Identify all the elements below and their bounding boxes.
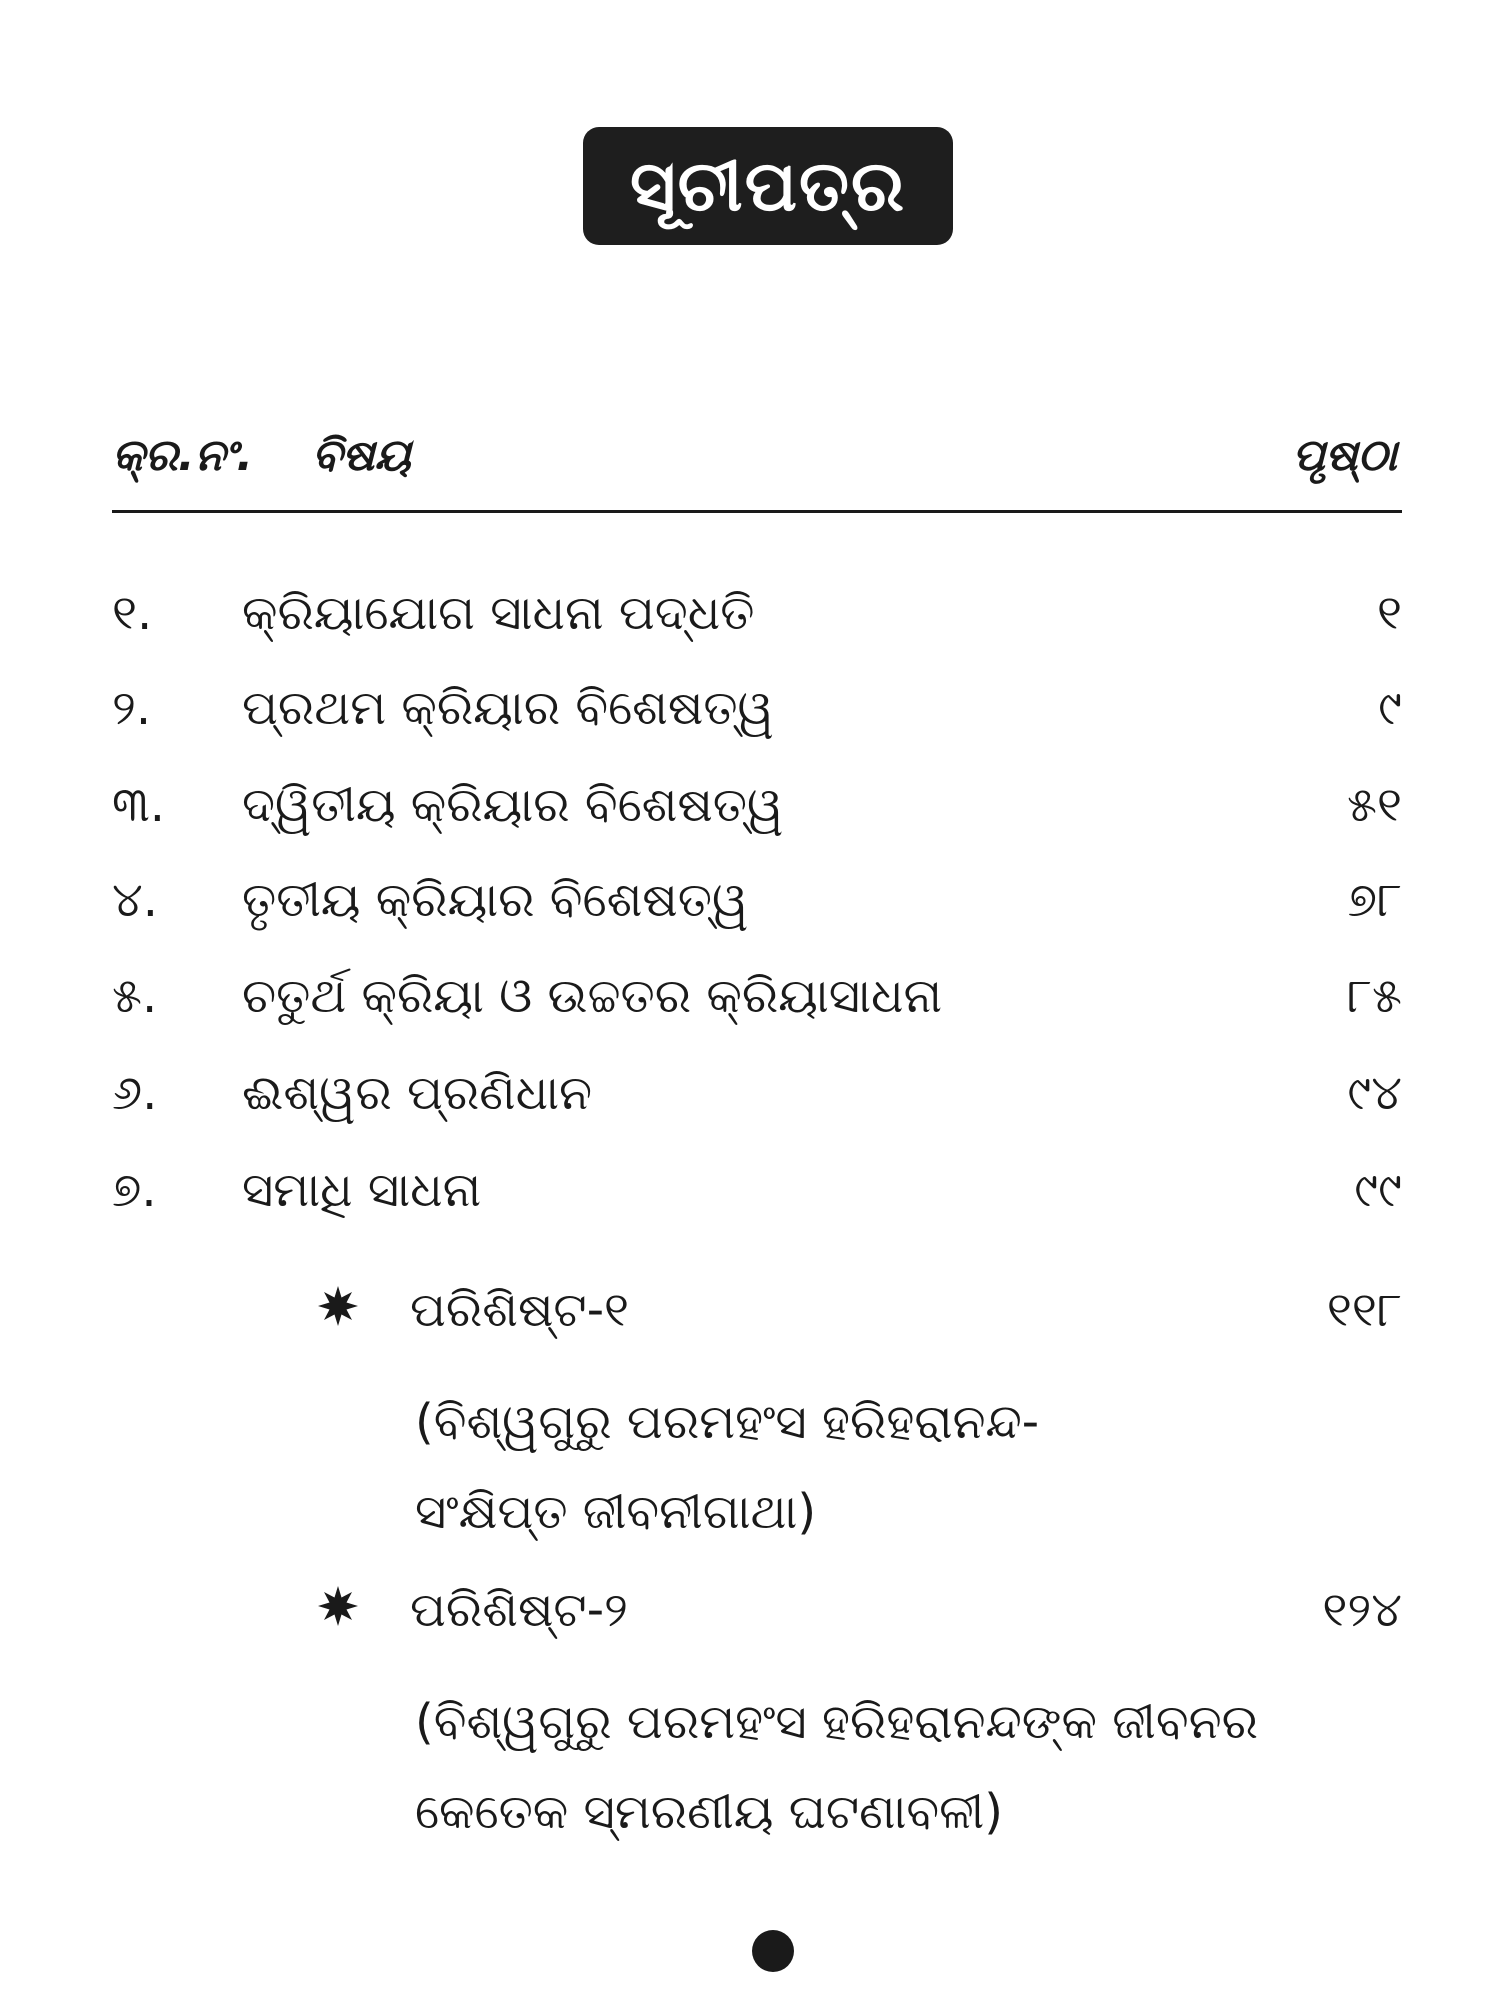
serial-number-header: କ୍ର.ନଂ. bbox=[112, 430, 253, 481]
appendix-entry[interactable] bbox=[300, 1582, 1402, 1852]
star-bullet-icon bbox=[318, 1286, 358, 1326]
contents-entry[interactable] bbox=[112, 1065, 1402, 1135]
entry-subject: ଦ୍ୱିତୀୟ କ୍ରିୟାର ବିଶେଷତ୍ୱ bbox=[242, 777, 784, 833]
entry-number: ୭. bbox=[112, 1162, 157, 1218]
entry-page: ୫୧ bbox=[1347, 777, 1402, 833]
entry-page: ୧ bbox=[1376, 585, 1402, 641]
entry-subject: ପ୍ରଥମ କ୍ରିୟାର ବିଶେଷତ୍ୱ bbox=[242, 680, 774, 736]
appendix-title: ପରିଶିଷ୍ଟ-୧ bbox=[410, 1282, 630, 1338]
title-banner bbox=[583, 127, 953, 245]
appendix-description: କେତେକ ସ୍ମରଣୀୟ ଘଟଣାବଳୀ) bbox=[415, 1784, 1003, 1840]
appendix-page: ୧୧୮ bbox=[1326, 1282, 1402, 1338]
appendix-title: ପରିଶିଷ୍ଟ-୨ bbox=[410, 1582, 628, 1638]
entry-number: ୧. bbox=[112, 585, 153, 641]
contents-entry[interactable] bbox=[112, 585, 1402, 655]
footer-dot bbox=[752, 1930, 794, 1972]
contents-entry[interactable] bbox=[112, 680, 1402, 750]
entry-page: ୯ bbox=[1378, 680, 1402, 736]
page-title: ସୂଚୀପତ୍ର bbox=[630, 144, 906, 227]
entry-number: ୩. bbox=[112, 777, 165, 833]
appendix-description: ସଂକ୍ଷିପ୍ତ ଜୀବନୀଗାଥା) bbox=[415, 1484, 817, 1540]
entry-page: ୮୫ bbox=[1346, 968, 1402, 1024]
subject-header: ବିଷୟ bbox=[312, 430, 411, 481]
entry-subject: ଚତୁର୍ଥ କ୍ରିୟା ଓ ଉଚ୍ଚତର କ୍ରିୟାସାଧନା bbox=[242, 968, 943, 1024]
entry-number: ୪. bbox=[112, 872, 159, 928]
contents-entry[interactable] bbox=[112, 968, 1402, 1038]
entry-page: ୭୮ bbox=[1347, 872, 1402, 928]
appendix-description: (ବିଶ୍ୱଗୁରୁ ପରମହଂସ ହରିହରାନନ୍ଦ- bbox=[415, 1394, 1040, 1450]
appendix-description: (ବିଶ୍ୱଗୁରୁ ପରମହଂସ ହରିହରାନନ୍ଦଙ୍କ ଜୀବନର bbox=[415, 1694, 1259, 1750]
entry-page: ୯୪ bbox=[1347, 1065, 1402, 1121]
entry-subject: ସମାଧି ସାଧନା bbox=[242, 1162, 482, 1218]
entry-number: ୨. bbox=[112, 680, 152, 736]
star-bullet-icon bbox=[318, 1586, 358, 1626]
entry-subject: ତୃତୀୟ କ୍ରିୟାର ବିଶେଷତ୍ୱ bbox=[242, 872, 749, 928]
header-divider bbox=[112, 510, 1402, 513]
entry-subject: କ୍ରିୟାଯୋଗ ସାଧନା ପଦ୍ଧତି bbox=[242, 585, 755, 641]
appendix-page: ୧୨୪ bbox=[1322, 1582, 1402, 1638]
entry-number: ୬. bbox=[112, 1065, 158, 1121]
contents-entry[interactable] bbox=[112, 777, 1402, 847]
column-header bbox=[112, 430, 1397, 500]
appendix-entry[interactable] bbox=[300, 1282, 1402, 1552]
entry-page: ୯୯ bbox=[1354, 1162, 1402, 1218]
contents-entry[interactable] bbox=[112, 872, 1402, 942]
page-number-header: ପୃଷ୍ଠା bbox=[1292, 430, 1397, 481]
entry-subject: ଈଶ୍ୱର ପ୍ରଣିଧାନ bbox=[242, 1065, 593, 1121]
contents-entry[interactable] bbox=[112, 1162, 1402, 1232]
entry-number: ୫. bbox=[112, 968, 158, 1024]
